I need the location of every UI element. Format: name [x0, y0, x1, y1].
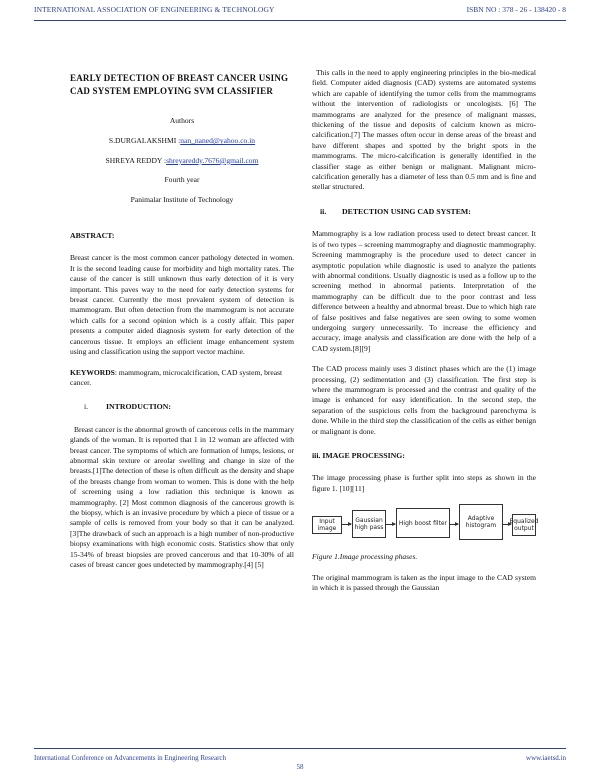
author-1-name: S.DURGALAKSHMI : [108, 136, 181, 146]
header-rule [34, 20, 566, 21]
section-2-paragraph-1: Mammography is a low radiation process used to detect breast cancer. It is of two types – screening mammography and diagnostic mammography. Screening mammography is the procedure used to detect cancer in asymptotic population while diagnostic is used to analyze the patients with abnormal conditions. Usually diagnostic is used as a follow up to the screening method in abnormal patients. Interpretation of the mammography can be difficult due to the poor contrast and less difference between a healthy and abnormal breast. Due to which high rate of false positives and false negatives are seen owing to some women undergoing surgery unnecessarily. To increase the efficiency and accuracy, image analysis and classification are done with the help of a CAD system.[8][9] [312, 229, 536, 353]
introduction-number: i. [84, 402, 89, 412]
author-1-email-link[interactable]: nan_naned@yahoo.co.in [180, 136, 256, 146]
section-3-heading: iii. IMAGE PROCESSING: [312, 451, 405, 460]
section-2-title: DETECTION USING CAD SYSTEM: [342, 206, 471, 216]
keywords-label: KEYWORDS [70, 367, 115, 377]
figure-box-histogram: Adaptive histogram [459, 504, 503, 540]
footer-rule [34, 748, 566, 749]
introduction-title: INTRODUCTION: [106, 402, 171, 412]
introduction-heading [70, 402, 294, 412]
figure-box-gaussian: Gaussian high pass [352, 510, 386, 538]
abstract-heading: ABSTRACT: [70, 231, 115, 241]
page-footer [0, 748, 600, 776]
section-3-paragraph-2: The original mammogram is taken as the input image to the CAD system in which it is passed through the Gaussian [312, 572, 536, 593]
section-3-paragraph-1: The image processing phase is further split into steps as shown in the figure 1. [10][11] [312, 473, 536, 493]
figure-arrow-1 [341, 524, 351, 525]
figure-arrow-3 [449, 524, 458, 525]
section-2-paragraph-2: The CAD process mainly uses 3 distinct phases which are the (1) image processing, (2) sedimentation and (3) classification. The first step is where the mammogram is processed and the contrast and quality of the image is enhanced for easy identification. In the second step, the separation of the suspicious cells from the background parenchyma is done. While in the third step the classification of the cells as either benign or malignant is done. [312, 364, 536, 436]
page-number: 58 [296, 763, 304, 771]
author-2 [70, 156, 294, 166]
cad-intro-text: This calls in the need to apply engineering principles in the bio-medical field. Computer aided diagnosis (CAD) systems are automated systems which are capable of identifying the tumor cells from the mammograms without the intervention of radiologists or oncologists. [6] The mammograms are analyzed for the presence of malignant masses, thickening of the tissue and deposits of calcium known as micro-calcification.[7] The masses often occur in dense areas of the breast and have different shapes and spotted by the bright spots in the mammograms. The micro-calcification is generally identified in the classifier stage as either benign or malignant. Malignant micro- calcification generally has a diameter of less than 0.5 mm and is fine and stellar structured. [312, 68, 536, 192]
footer-conference: International Conference on Advancements in Engineering Research [34, 754, 227, 762]
footer-website-link[interactable]: www.iaetsd.in [526, 754, 566, 762]
introduction-text: Breast cancer is the abnormal growth of cancerous cells in the mammary glands of the woman. It is reported that 1 in 12 woman are affected with breast cancer. The symptoms of which are formation of lumps, lesions, or abnormal skin texture or areolar swelling and change in size of the breasts.[1]The detection of these is often difficult as the density and shape of the breasts change from woman to women. This is done with the help of screening using a low radiation this technique is known as mammography. [2] Most common diagnosis of the cancerous growth is the biopsy, which is an invasive procedure by which a piece of tissue or a sample of cells is removed from your body so that it can be analyzed. [3]The drawback of such an approach is a high number of non-productive biopsy examinations with high economic costs. Statistics show that only 15-34% of breast biopsies are proved cancerous and that 10-30% of all cases of breast cancer goes undetected by mammography.[4] [5] [70, 424, 294, 569]
keywords [70, 368, 294, 389]
page-header [0, 0, 600, 25]
figure-1-caption: Figure 1.Image processing phases. [312, 552, 418, 562]
section-2-heading [312, 207, 536, 217]
header-isbn: ISBN NO : 378 - 26 - 138420 - 8 [466, 5, 566, 14]
figure-1-flowchart [312, 504, 539, 542]
author-2-name: SHREYA REDDY : [105, 155, 167, 165]
header-organization: INTERNATIONAL ASSOCIATION OF ENGINEERING & TECHNOLOGY [34, 5, 275, 14]
authors-label: Authors [169, 116, 195, 125]
paper-title: EARLY DETECTION OF BREAST CANCER USING CAD SYSTEM EMPLOYING SVM CLASSIFIER [70, 73, 289, 96]
section-2-number: ii. [320, 206, 327, 216]
author-institution: Panimalar Institute of Technology [130, 194, 234, 204]
right-column [312, 68, 539, 603]
abstract-text: Breast cancer is the most common cancer pathology detected in women. It is the second leading cause for morbidity and high mortality rates. The cause of the cancer is still unknown thus early detection of it is very important. This paves way to the need for early detection systems for breast cancer. Currently the most prevalent system of detection is mammogram. But often detection from the mammogram is not accurate which calls for a second opinion which is a costly affair. This paper presents a computer aided diagnosis system for early detection of the cancerous tissue. It employs an efficient image enhancement system using and classification using the support vector machine. [70, 253, 294, 357]
figure-box-high-boost: High boost filter [396, 508, 450, 538]
author-year: Fourth year [164, 175, 200, 185]
figure-box-output: Equalized output [512, 514, 536, 536]
keywords-text: : mammogram, microcalcification, CAD system, breast cancer. [70, 367, 283, 387]
author-1 [70, 136, 294, 146]
author-2-email-link[interactable]: shreyareddy.7676@gmail.com [166, 155, 259, 165]
figure-arrow-2 [385, 524, 395, 525]
left-column [70, 68, 294, 580]
figure-box-input: Input image [312, 516, 342, 534]
